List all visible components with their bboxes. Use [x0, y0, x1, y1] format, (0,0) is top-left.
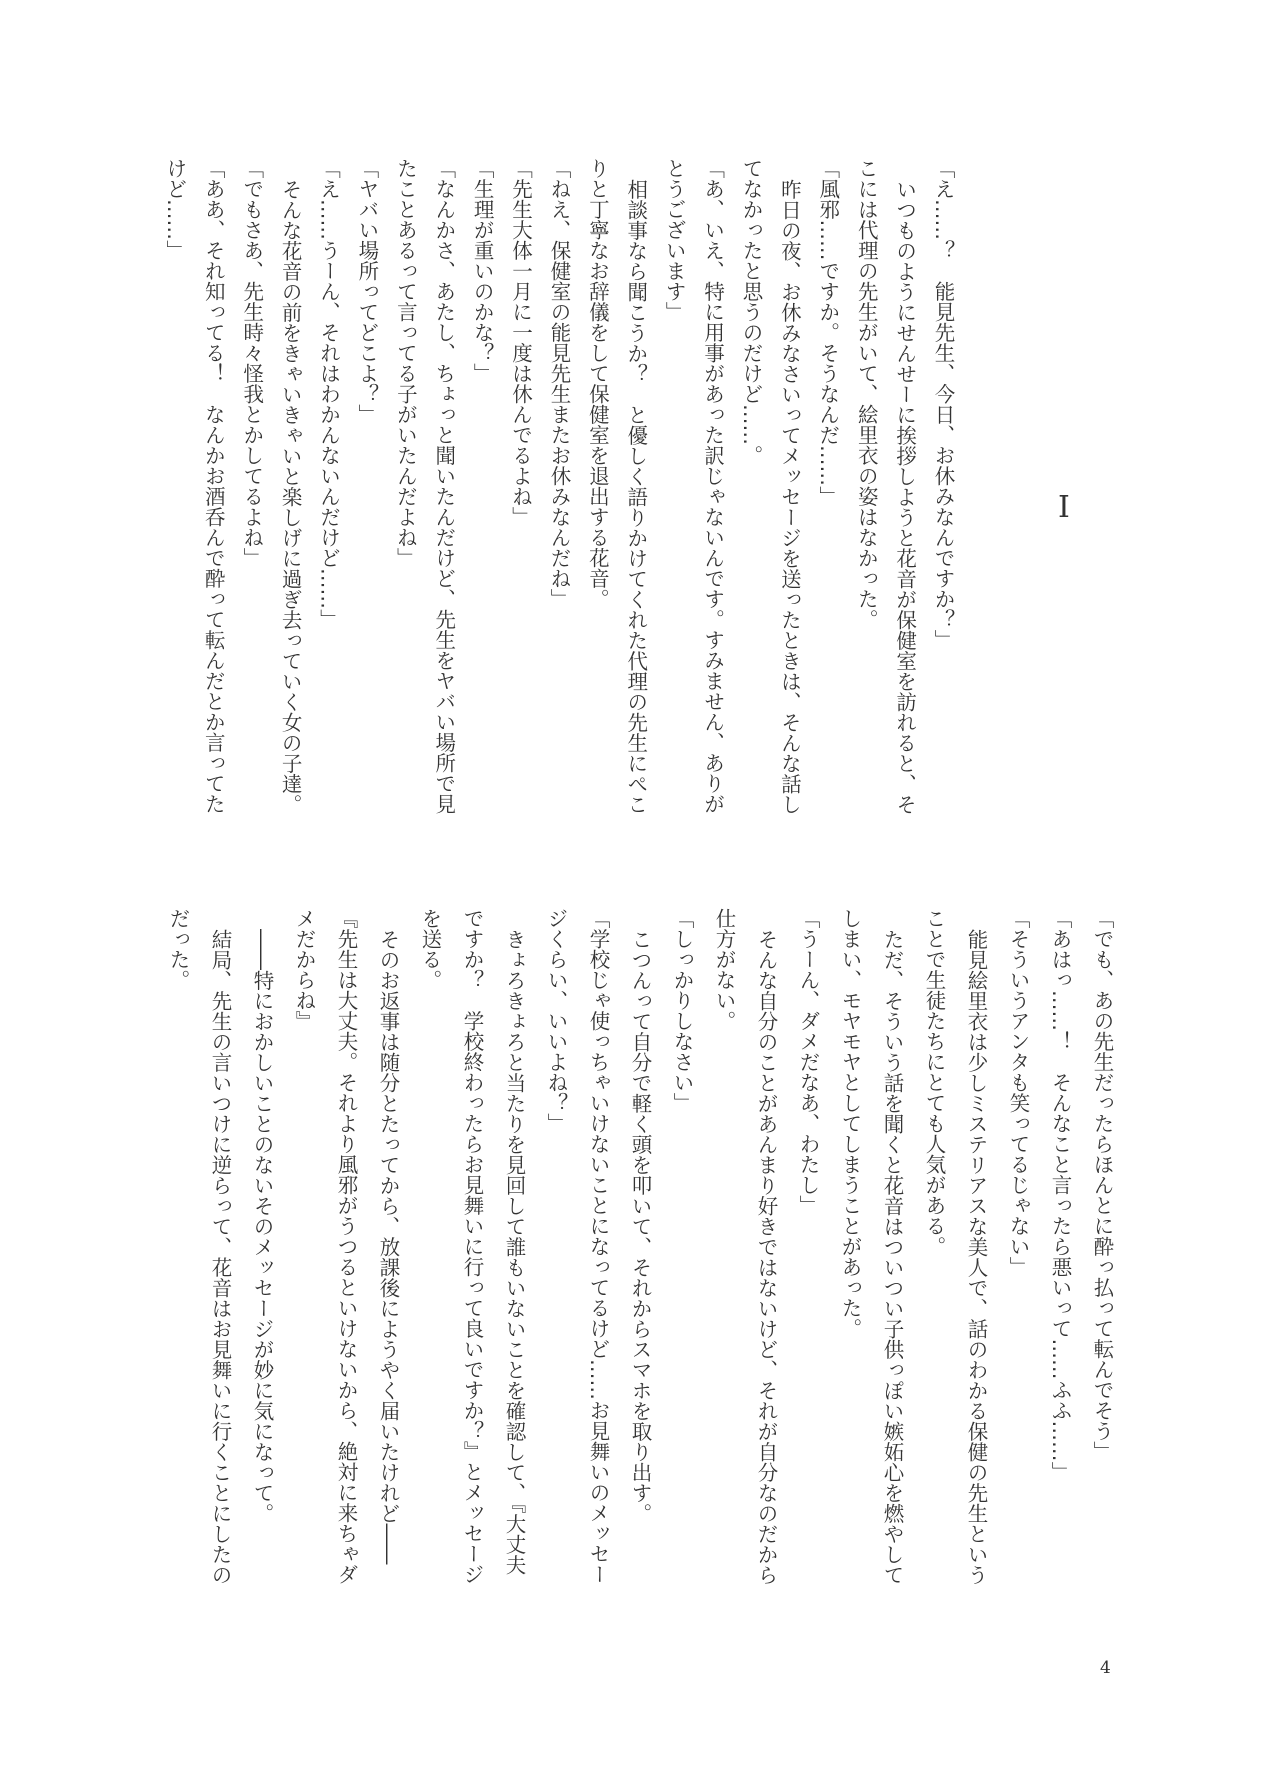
page-number: 4 [1100, 1658, 1111, 1678]
paragraph: 「え……？ 能見先生、今日、お休みなんですか？」 [931, 158, 955, 650]
paragraph: 「学校じゃ使っちゃいけないことになってるけど……お見舞いのメッセージくらい、いいよね？」 [544, 908, 610, 1585]
paragraph: ――特におかしいことのないそのメッセージが妙に気になって。 [250, 928, 274, 1523]
paragraph: 「でも、あの先生だったらほんとに酔っ払って転んでそう」 [1090, 908, 1114, 1462]
paragraph: 「そういうアンタも笑ってるじゃない」 [1006, 908, 1030, 1277]
paragraph: そんな自分のことがあんまり好きではないけど、それが自分なのだから仕方がない。 [712, 908, 778, 1585]
paragraph: 「あ、いえ、特に用事があった訳じゃないんです。すみません、ありがとうございます」 [662, 158, 725, 814]
paragraph: 「でもさあ、先生時々怪我とかしてるよね」 [239, 158, 264, 568]
paragraph: 「なんかさ、あたし、ちょっと聞いたんだけど、先生をヤバい場所で見たことあるって言ってる子がいたんだよね」 [393, 158, 456, 814]
text-block-upper [155, 158, 962, 818]
paragraph: 「え……うーん、それはわかんないんだけど……」 [316, 158, 341, 630]
paragraph: 「生理が重いのかな？」 [470, 158, 495, 384]
paragraph: ただ、そういう話を聞くと花音はついつい子供っぽい嫉妬心を燃やしてしまい、モヤモヤとしてしまうことがあった。 [838, 908, 904, 1585]
paragraph: 昨日の夜、お休みなさいってメッセージを送ったときは、そんな話してなかったと思うのだけど……。 [738, 158, 802, 814]
chapter-heading: I [1058, 490, 1070, 525]
paragraph: いつものようにせんせーに挨拶しようと花音が保健室を訪れると、そこには代理の先生がいて、絵里衣の姿はなかった。 [854, 158, 917, 814]
paragraph: 「風邪……ですか。そうなんだ……」 [815, 158, 840, 507]
paragraph: そのお返事は随分とたってから、放課後にようやく届いたけれど―― [376, 928, 400, 1564]
text-block-lower [157, 908, 1123, 1588]
paragraph: 能見絵里衣は少しミステリアスな美人で、話のわかる保健の先生ということで生徒たちにとても人気がある。 [922, 908, 988, 1585]
paragraph: 「うーん、ダメだなあ、わたし」 [796, 908, 820, 1216]
paragraph: 「先生大体一月に一度は休んでるよね」 [508, 158, 533, 527]
paragraph: こつんって自分で軽く頭を叩いて、それからスマホを取り出す。 [628, 928, 652, 1523]
paragraph: 「ああ、それ知ってる！ なんかお酒呑んで酔って転んだとか言ってたけど……」 [162, 158, 226, 814]
paragraph: きょろきょろと当たりを見回して誰もいないことを確認して、『大丈夫ですか？ 学校終わったらお見舞いに行って良いですか？』とメッセージを送る。 [418, 908, 526, 1585]
paragraph: 「ヤバい場所ってどこよ？」 [354, 158, 379, 425]
paragraph: そんな花音の前をきゃいきゃいと楽しげに過ぎ去っていく女の子達。 [278, 178, 303, 814]
paragraph: 結局、先生の言いつけに逆らって、花音はお見舞いに行くことにしたのだった。 [166, 908, 232, 1585]
paragraph: 「あはっ……！ そんなこと言ったら悪いって……ふふ……」 [1048, 908, 1072, 1482]
paragraph: 「ねえ、保健室の能見先生またお休みなんだね」 [546, 158, 571, 609]
paragraph: 相談事なら聞こうか？ と優しく語りかけてくれた代理の先生にぺこりと丁寧なお辞儀をして保健室を退出する花音。 [585, 158, 648, 814]
paragraph: 「しっかりしなさい」 [670, 908, 694, 1113]
paragraph: 『先生は大丈夫。それより風邪がうつるといけないから、絶対に来ちゃダメだからね』 [292, 908, 358, 1585]
